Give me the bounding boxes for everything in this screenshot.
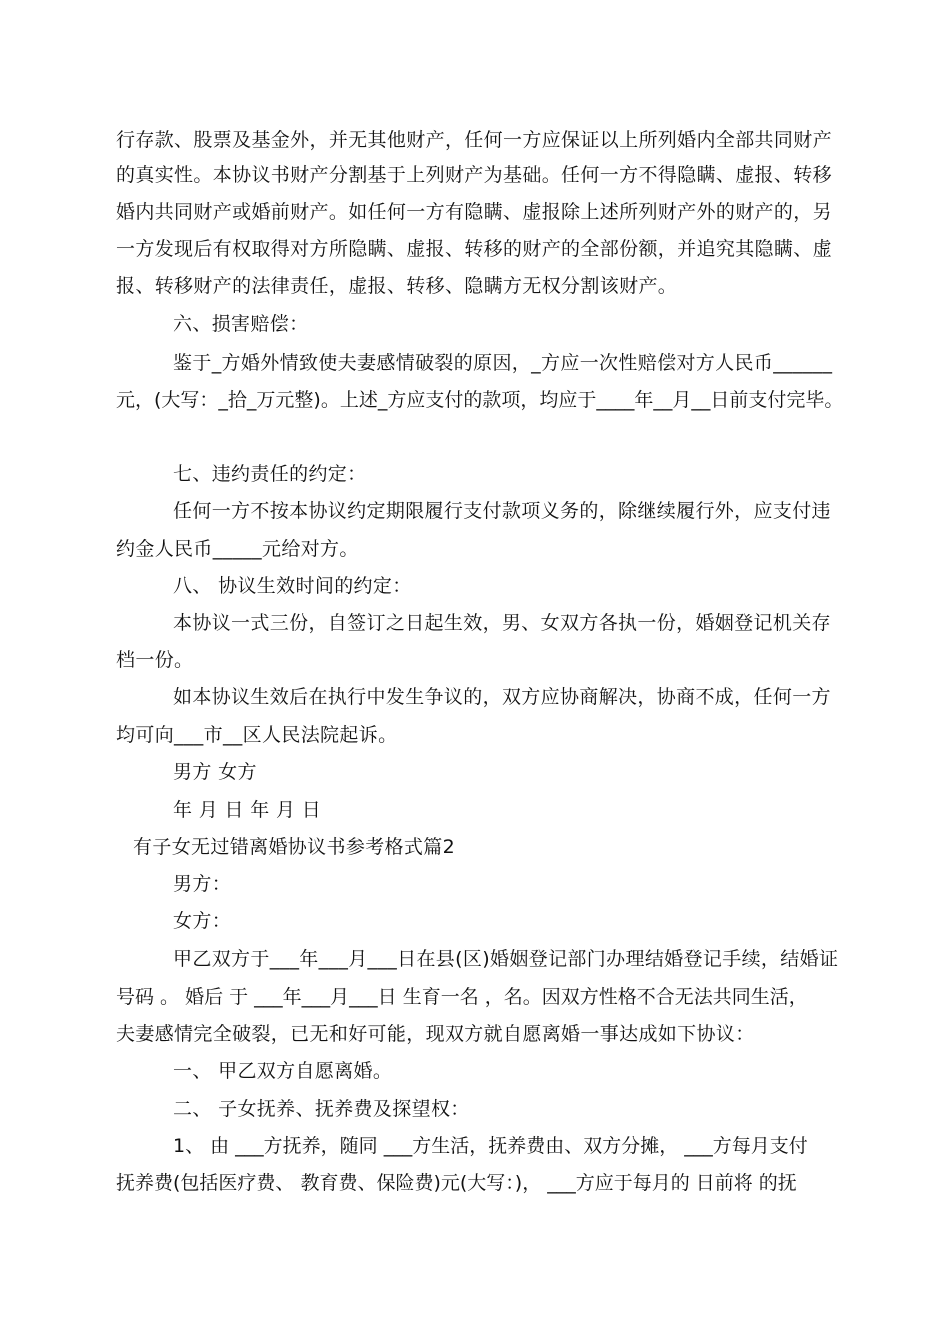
body-line: 1、 由 ___方抚养，随同 ___方生活，抚养费由、双方分摊， ___方每月支付 — [173, 1135, 808, 1157]
party-label-male: 男方： — [173, 873, 232, 895]
body-line: 的真实性。本协议书财产分割基于上列财产为基础。任何一方不得隐瞒、虚报、转移 — [116, 164, 832, 186]
document-title: 有子女无过错离婚协议书参考格式篇2 — [133, 836, 456, 858]
body-line: 甲乙双方于___年___月___日在县(区)婚姻登记部门办理结婚登记手续，结婚证 — [173, 948, 839, 970]
body-line: 任何一方不按本协议约定期限履行支付款项义务的，除继续履行外，应支付违 — [173, 500, 831, 522]
section-heading: 八、 协议生效时间的约定： — [173, 575, 412, 597]
body-line: 夫妻感情完全破裂，已无和好可能，现双方就自愿离婚一事达成如下协议： — [116, 1023, 755, 1045]
body-line: 行存款、股票及基金外，并无其他财产，任何一方应保证以上所列婚内全部共同财产 — [116, 129, 832, 151]
body-line: 报、转移财产的法律责任，虚报、转移、隐瞒方无权分割该财产。 — [116, 275, 678, 297]
body-line: 均可向___市__区人民法院起诉。 — [116, 724, 398, 746]
body-line: 约金人民币_____元给对方。 — [116, 538, 359, 560]
body-line: 一方发现后有权取得对方所隐瞒、虚报、转移的财产的全部份额，并追究其隐瞒、虚 — [116, 238, 832, 260]
body-line: 如本协议生效后在执行中发生争议的，双方应协商解决，协商不成，任何一方 — [173, 686, 831, 708]
section-heading: 一、 甲乙双方自愿离婚。 — [173, 1060, 393, 1082]
body-line: 本协议一式三份，自签订之日起生效，男、女双方各执一份，婚姻登记机关存 — [173, 612, 831, 634]
signature-line: 男方 女方 — [173, 761, 257, 783]
section-heading: 六、损害赔偿： — [173, 313, 309, 335]
body-line: 婚内共同财产或婚前财产。如任何一方有隐瞒、虚报除上述所列财产外的财产的，另 — [116, 201, 832, 223]
body-line: 鉴于_方婚外情致使夫妻感情破裂的原因，_方应一次性赔偿对方人民币______ — [173, 352, 833, 374]
body-line: 元，(大写：_拾_万元整)。上述_方应支付的款项，均应于____年__月__日前支付完毕。 — [116, 389, 844, 411]
section-heading: 七、违约责任的约定： — [173, 463, 367, 485]
body-line: 档一份。 — [116, 649, 194, 671]
body-line: 抚养费(包括医疗费、 教育费、保险费)元(大写：)， ___方应于每月的 日前将 的抚 — [116, 1172, 797, 1194]
body-line: 号码 。 婚后 于 ___年___月___日 生育一名 ，名。因双方性格不合无法共同生活， — [116, 986, 808, 1008]
date-line: 年 月 日 年 月 日 — [173, 799, 322, 821]
party-label-female: 女方： — [173, 910, 232, 932]
section-heading: 二、 子女抚养、抚养费及探望权： — [173, 1098, 470, 1120]
